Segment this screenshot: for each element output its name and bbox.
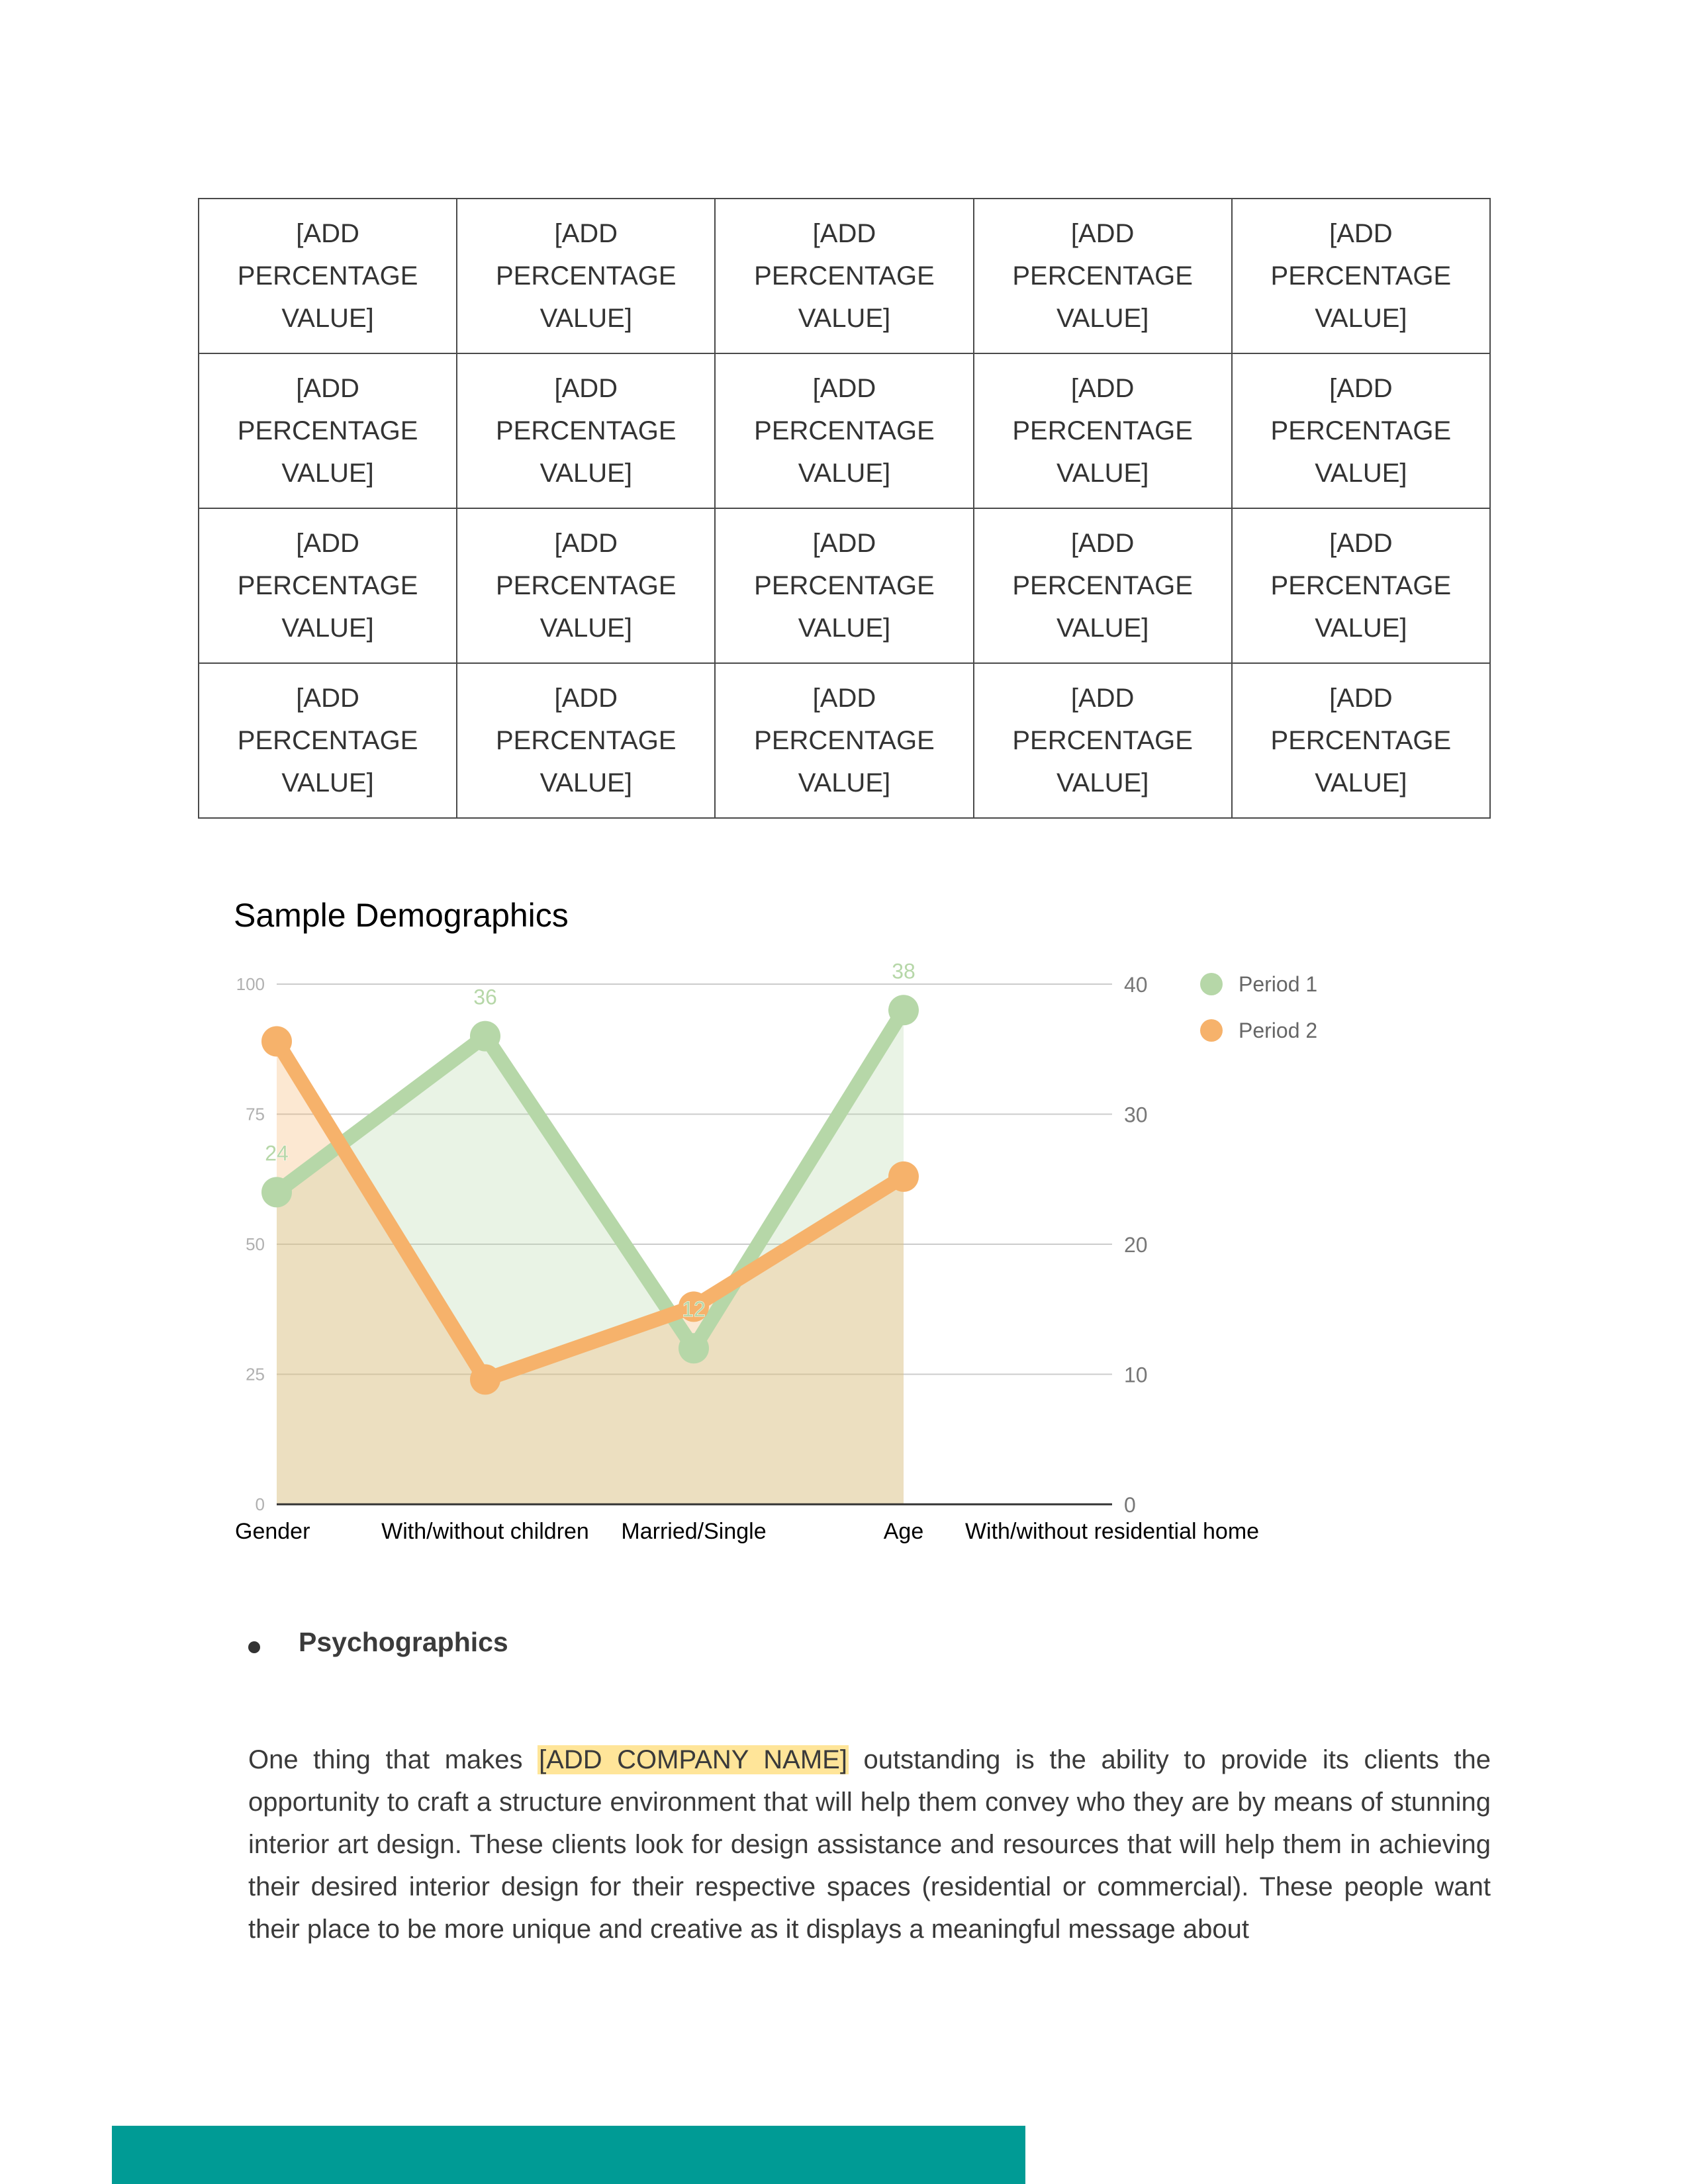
legend-label: Period 2 [1239,1019,1318,1042]
table-cell: [ADD PERCENTAGE VALUE] [457,353,715,508]
left-axis-tick-label: 25 [246,1364,265,1385]
left-axis-tick-label: 75 [246,1104,265,1124]
data-label: 36 [473,985,497,1009]
table-cell: [ADD PERCENTAGE VALUE] [974,199,1232,353]
table-cell: [ADD PERCENTAGE VALUE] [1232,663,1490,818]
paragraph-text-rest: outstanding is the ability to provide its clients the opportunity to craft a structure environment that will help them convey who they are by means of stunning interior art design. These clients look for design assistance and resources that will help them in achieving their desired interior design for their respective spaces (residential or commercial). These people want their place to be more unique and creative as it displays a meaningful message about [248,1745,1491,1944]
table-cell: [ADD PERCENTAGE VALUE] [1232,508,1490,663]
table-cell: [ADD PERCENTAGE VALUE] [974,353,1232,508]
table-cell: [ADD PERCENTAGE VALUE] [199,199,457,353]
legend-marker [1200,973,1223,995]
table-cell: [ADD PERCENTAGE VALUE] [457,663,715,818]
right-axis-tick-label: 20 [1124,1233,1148,1257]
bullet-dot-icon [248,1641,260,1653]
category-label: Age [883,1519,924,1544]
series-period-2-point [470,1364,500,1394]
data-label: 12 [682,1297,706,1322]
series-period-1-point [888,995,919,1025]
demographics-chart-svg [0,880,1688,1569]
table-cell: [ADD PERCENTAGE VALUE] [715,353,973,508]
table-cell: [ADD PERCENTAGE VALUE] [199,508,457,663]
data-label: 38 [892,959,915,983]
table-cell: [ADD PERCENTAGE VALUE] [199,353,457,508]
right-axis-tick-label: 40 [1124,973,1148,997]
series-period-2-point [888,1161,919,1192]
table-cell: [ADD PERCENTAGE VALUE] [457,199,715,353]
category-label: Married/Single [621,1519,767,1544]
left-axis-tick-label: 0 [255,1494,265,1514]
table-cell: [ADD PERCENTAGE VALUE] [715,663,973,818]
right-axis-tick-label: 30 [1124,1103,1148,1127]
table-cell: [ADD PERCENTAGE VALUE] [457,508,715,663]
category-label: Gender [235,1519,310,1544]
table-cell: [ADD PERCENTAGE VALUE] [974,663,1232,818]
right-axis-tick-label: 10 [1124,1363,1148,1387]
paragraph-text-start: One thing that makes [248,1745,538,1774]
category-label: With/without residential home [964,1519,1260,1544]
series-period-1-point [679,1333,709,1363]
percentage-table [198,198,1491,819]
table-cell: [ADD PERCENTAGE VALUE] [974,508,1232,663]
series-period-1-point [261,1177,292,1207]
left-axis-tick-label: 100 [236,974,265,994]
table-cell: [ADD PERCENTAGE VALUE] [715,508,973,663]
legend-label: Period 1 [1239,972,1318,996]
legend-marker [1200,1019,1223,1042]
psychographics-heading: Psychographics [299,1627,508,1657]
category-label: With/without children [381,1519,589,1544]
table-cell: [ADD PERCENTAGE VALUE] [715,199,973,353]
percentage-table-body [199,199,1490,818]
left-axis-tick-label: 50 [246,1234,265,1254]
demographics-chart [0,880,1688,1569]
table-cell: [ADD PERCENTAGE VALUE] [199,663,457,818]
company-name-placeholder: [ADD COMPANY NAME] [539,1745,847,1774]
data-label: 24 [265,1141,289,1165]
table-cell: [ADD PERCENTAGE VALUE] [1232,199,1490,353]
series-period-1-point [470,1021,500,1052]
table-row [199,663,1490,818]
table-cell: [ADD PERCENTAGE VALUE] [1232,353,1490,508]
footer-accent-bar [112,2126,1025,2184]
psychographics-paragraph [248,1739,1491,1950]
chart-title: Sample Demographics [234,897,569,934]
series-period-2-point [261,1026,292,1056]
table-row [199,353,1490,508]
right-axis-tick-label: 0 [1124,1493,1136,1517]
table-row [199,508,1490,663]
table-row [199,199,1490,353]
